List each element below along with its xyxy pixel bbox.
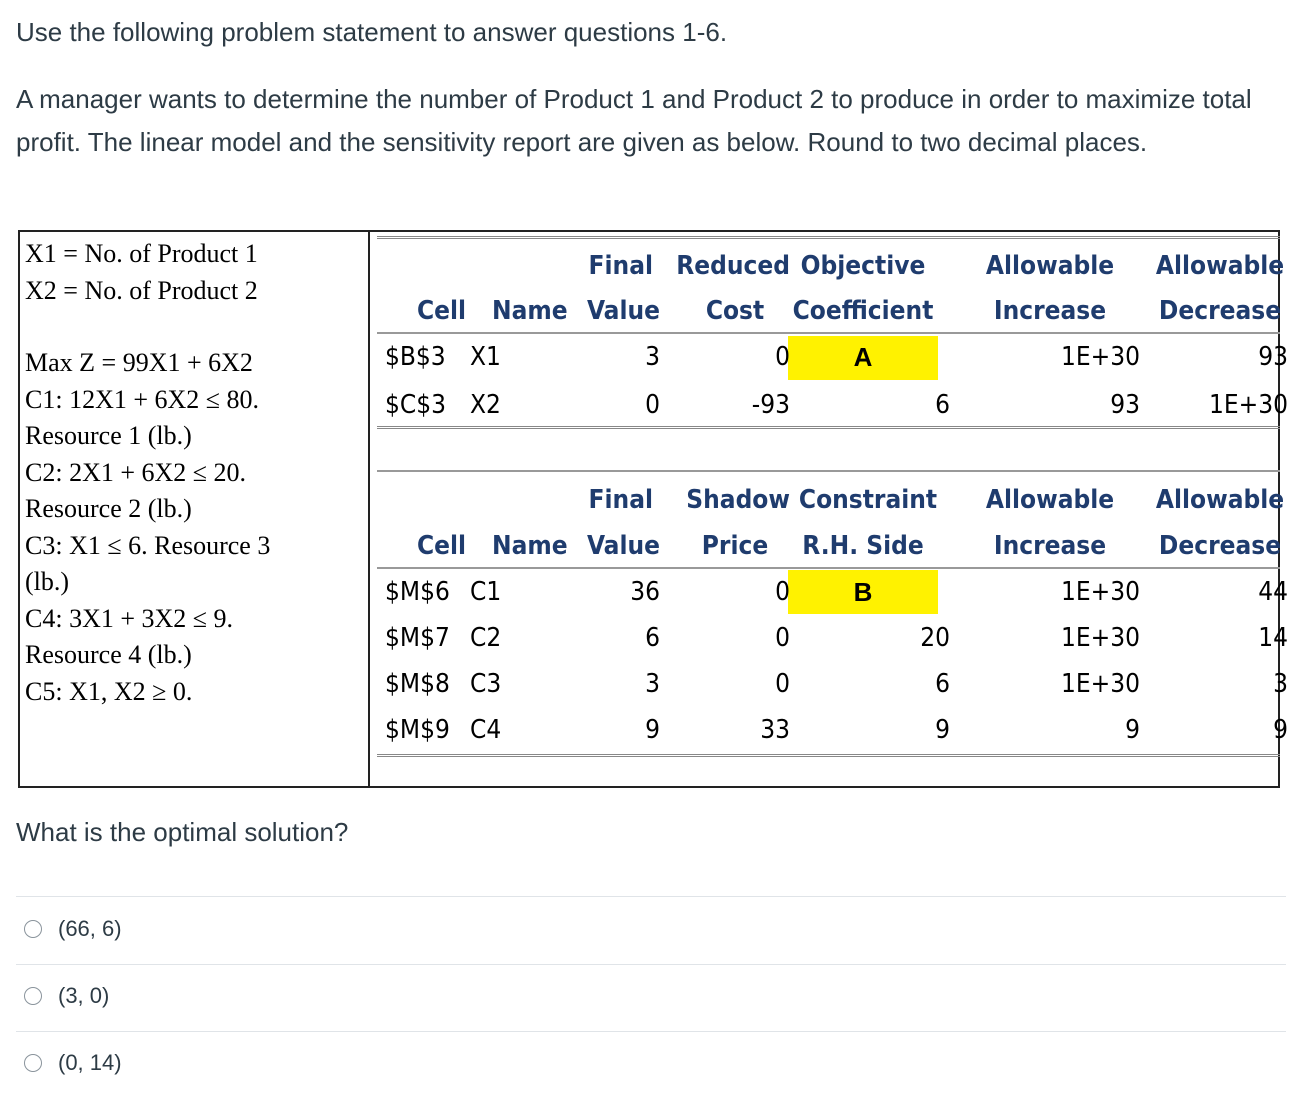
var-header-coefficient: Coefficient: [792, 296, 934, 326]
table-cell: 93: [1258, 342, 1288, 372]
table-cell: $B$3: [385, 342, 446, 372]
table-cell: 3: [645, 342, 660, 372]
table-cell: 9: [645, 715, 660, 745]
table-cell: 33: [760, 715, 790, 745]
var-header-final: Final: [588, 251, 653, 281]
model-line: (lb.): [25, 567, 70, 596]
table-cell: 14: [1258, 623, 1288, 653]
table-rule: [377, 754, 1280, 757]
answer-option[interactable]: [24, 1045, 122, 1081]
table-rule: [377, 470, 1280, 472]
table-cell: A: [853, 342, 873, 372]
model-line: X2 = No. of Product 2: [25, 275, 258, 305]
model-line: Max Z = 99X1 + 6X2: [25, 348, 253, 377]
table-cell: 0: [775, 577, 790, 607]
con-header-constraint: Constraint: [798, 485, 938, 515]
table-rule: [377, 426, 1280, 429]
table-cell: 0: [775, 669, 790, 699]
option-label: (3, 0): [58, 983, 110, 1008]
var-header-objective: Objective: [800, 251, 926, 281]
table-cell: $M$6: [385, 577, 450, 607]
option-label: (66, 6): [58, 916, 122, 941]
con-header-cell: Cell: [417, 531, 467, 561]
var-header-decrease: Decrease: [1158, 296, 1282, 326]
option-divider: [16, 1031, 1286, 1032]
instruction-text: Use the following problem statement to answer questions 1-6.: [16, 17, 728, 47]
table-cell: 0: [775, 623, 790, 653]
con-header-allow-inc: Allowable: [985, 485, 1115, 515]
table-rule: [377, 332, 1280, 334]
table-cell: B: [853, 577, 873, 607]
con-header-final: Final: [588, 485, 653, 515]
var-header-name: Name: [492, 296, 568, 326]
model-spacer: [25, 309, 368, 345]
table-cell: C4: [470, 715, 502, 745]
table-cell: 1E+30: [1060, 577, 1140, 607]
linear-model: [20, 232, 370, 786]
table-cell: 6: [935, 669, 950, 699]
con-header-price: Price: [701, 531, 769, 561]
con-header-rhs: R.H. Side: [802, 531, 924, 561]
option-label: (0, 14): [58, 1050, 122, 1075]
table-cell: 44: [1258, 577, 1288, 607]
table-cell: C1: [470, 577, 502, 607]
table-cell: 93: [1110, 390, 1140, 420]
table-cell: $M$8: [385, 669, 450, 699]
model-figure: [18, 230, 1288, 788]
table-cell: 3: [645, 669, 660, 699]
var-header-cell: Cell: [417, 296, 467, 326]
model-line: C1: 12X1 + 6X2 ≤ 80.: [25, 384, 260, 414]
con-header-allow-dec: Allowable: [1155, 485, 1285, 515]
radio-button[interactable]: [24, 987, 42, 1005]
table-cell: 0: [775, 342, 790, 372]
table-cell: 1E+30: [1060, 669, 1140, 699]
table-cell: 9: [1273, 715, 1288, 745]
table-cell: 36: [630, 577, 660, 607]
model-line: C3: X1 ≤ 6. Resource 3: [25, 530, 271, 560]
table-cell: 1E+30: [1060, 342, 1140, 372]
radio-button[interactable]: [24, 920, 42, 938]
table-cell: 6: [645, 623, 660, 653]
question-text: What is the optimal solution?: [16, 817, 349, 847]
table-cell: 9: [935, 715, 950, 745]
model-line: Resource 2 (lb.): [25, 494, 192, 523]
table-cell: 9: [1125, 715, 1140, 745]
table-cell: -93: [751, 390, 790, 420]
var-header-allow-dec: Allowable: [1155, 251, 1285, 281]
table-cell: 1E+30: [1208, 390, 1288, 420]
model-line: Resource 1 (lb.): [25, 421, 192, 450]
table-cell: 0: [645, 390, 660, 420]
model-line: C5: X1, X2 ≥ 0.: [25, 676, 193, 706]
model-line: X1 = No. of Product 1: [25, 239, 258, 268]
table-cell: $M$7: [385, 623, 450, 653]
answer-option[interactable]: [24, 978, 109, 1014]
answer-option[interactable]: [24, 911, 122, 947]
var-header-increase: Increase: [993, 296, 1107, 326]
con-header-shadow: Shadow: [686, 485, 790, 515]
table-cell: X2: [470, 390, 501, 420]
var-header-cost: Cost: [705, 296, 765, 326]
table-rule: [377, 236, 1280, 239]
sensitivity-report: [370, 232, 1288, 786]
table-cell: 6: [935, 390, 950, 420]
option-divider: [16, 964, 1286, 965]
var-header-allow-inc: Allowable: [985, 251, 1115, 281]
var-header-reduced: Reduced: [676, 251, 790, 281]
table-cell: C2: [470, 623, 502, 653]
con-header-decrease: Decrease: [1158, 531, 1282, 561]
table-rule: [377, 567, 1280, 569]
model-line: C4: 3X1 + 3X2 ≤ 9.: [25, 603, 234, 633]
table-cell: 1E+30: [1060, 623, 1140, 653]
radio-button[interactable]: [24, 1054, 42, 1072]
problem-statement: A manager wants to determine the number of Product 1 and Product 2 to produce in order to maximize total profit. The linear model and the sensitivity report are given as below. Round to two decimal places.: [16, 84, 1252, 157]
con-header-value: Value: [587, 531, 660, 561]
table-cell: 20: [920, 623, 950, 653]
option-divider: [16, 896, 1286, 897]
con-header-name: Name: [492, 531, 568, 561]
model-line: C2: 2X1 + 6X2 ≤ 20.: [25, 457, 247, 487]
table-cell: X1: [470, 342, 501, 372]
table-cell: C3: [470, 669, 502, 699]
table-cell: $C$3: [385, 390, 446, 420]
table-cell: $M$9: [385, 715, 450, 745]
con-header-increase: Increase: [993, 531, 1107, 561]
var-header-value: Value: [587, 296, 660, 326]
model-line: Resource 4 (lb.): [25, 640, 192, 669]
table-cell: 3: [1273, 669, 1288, 699]
